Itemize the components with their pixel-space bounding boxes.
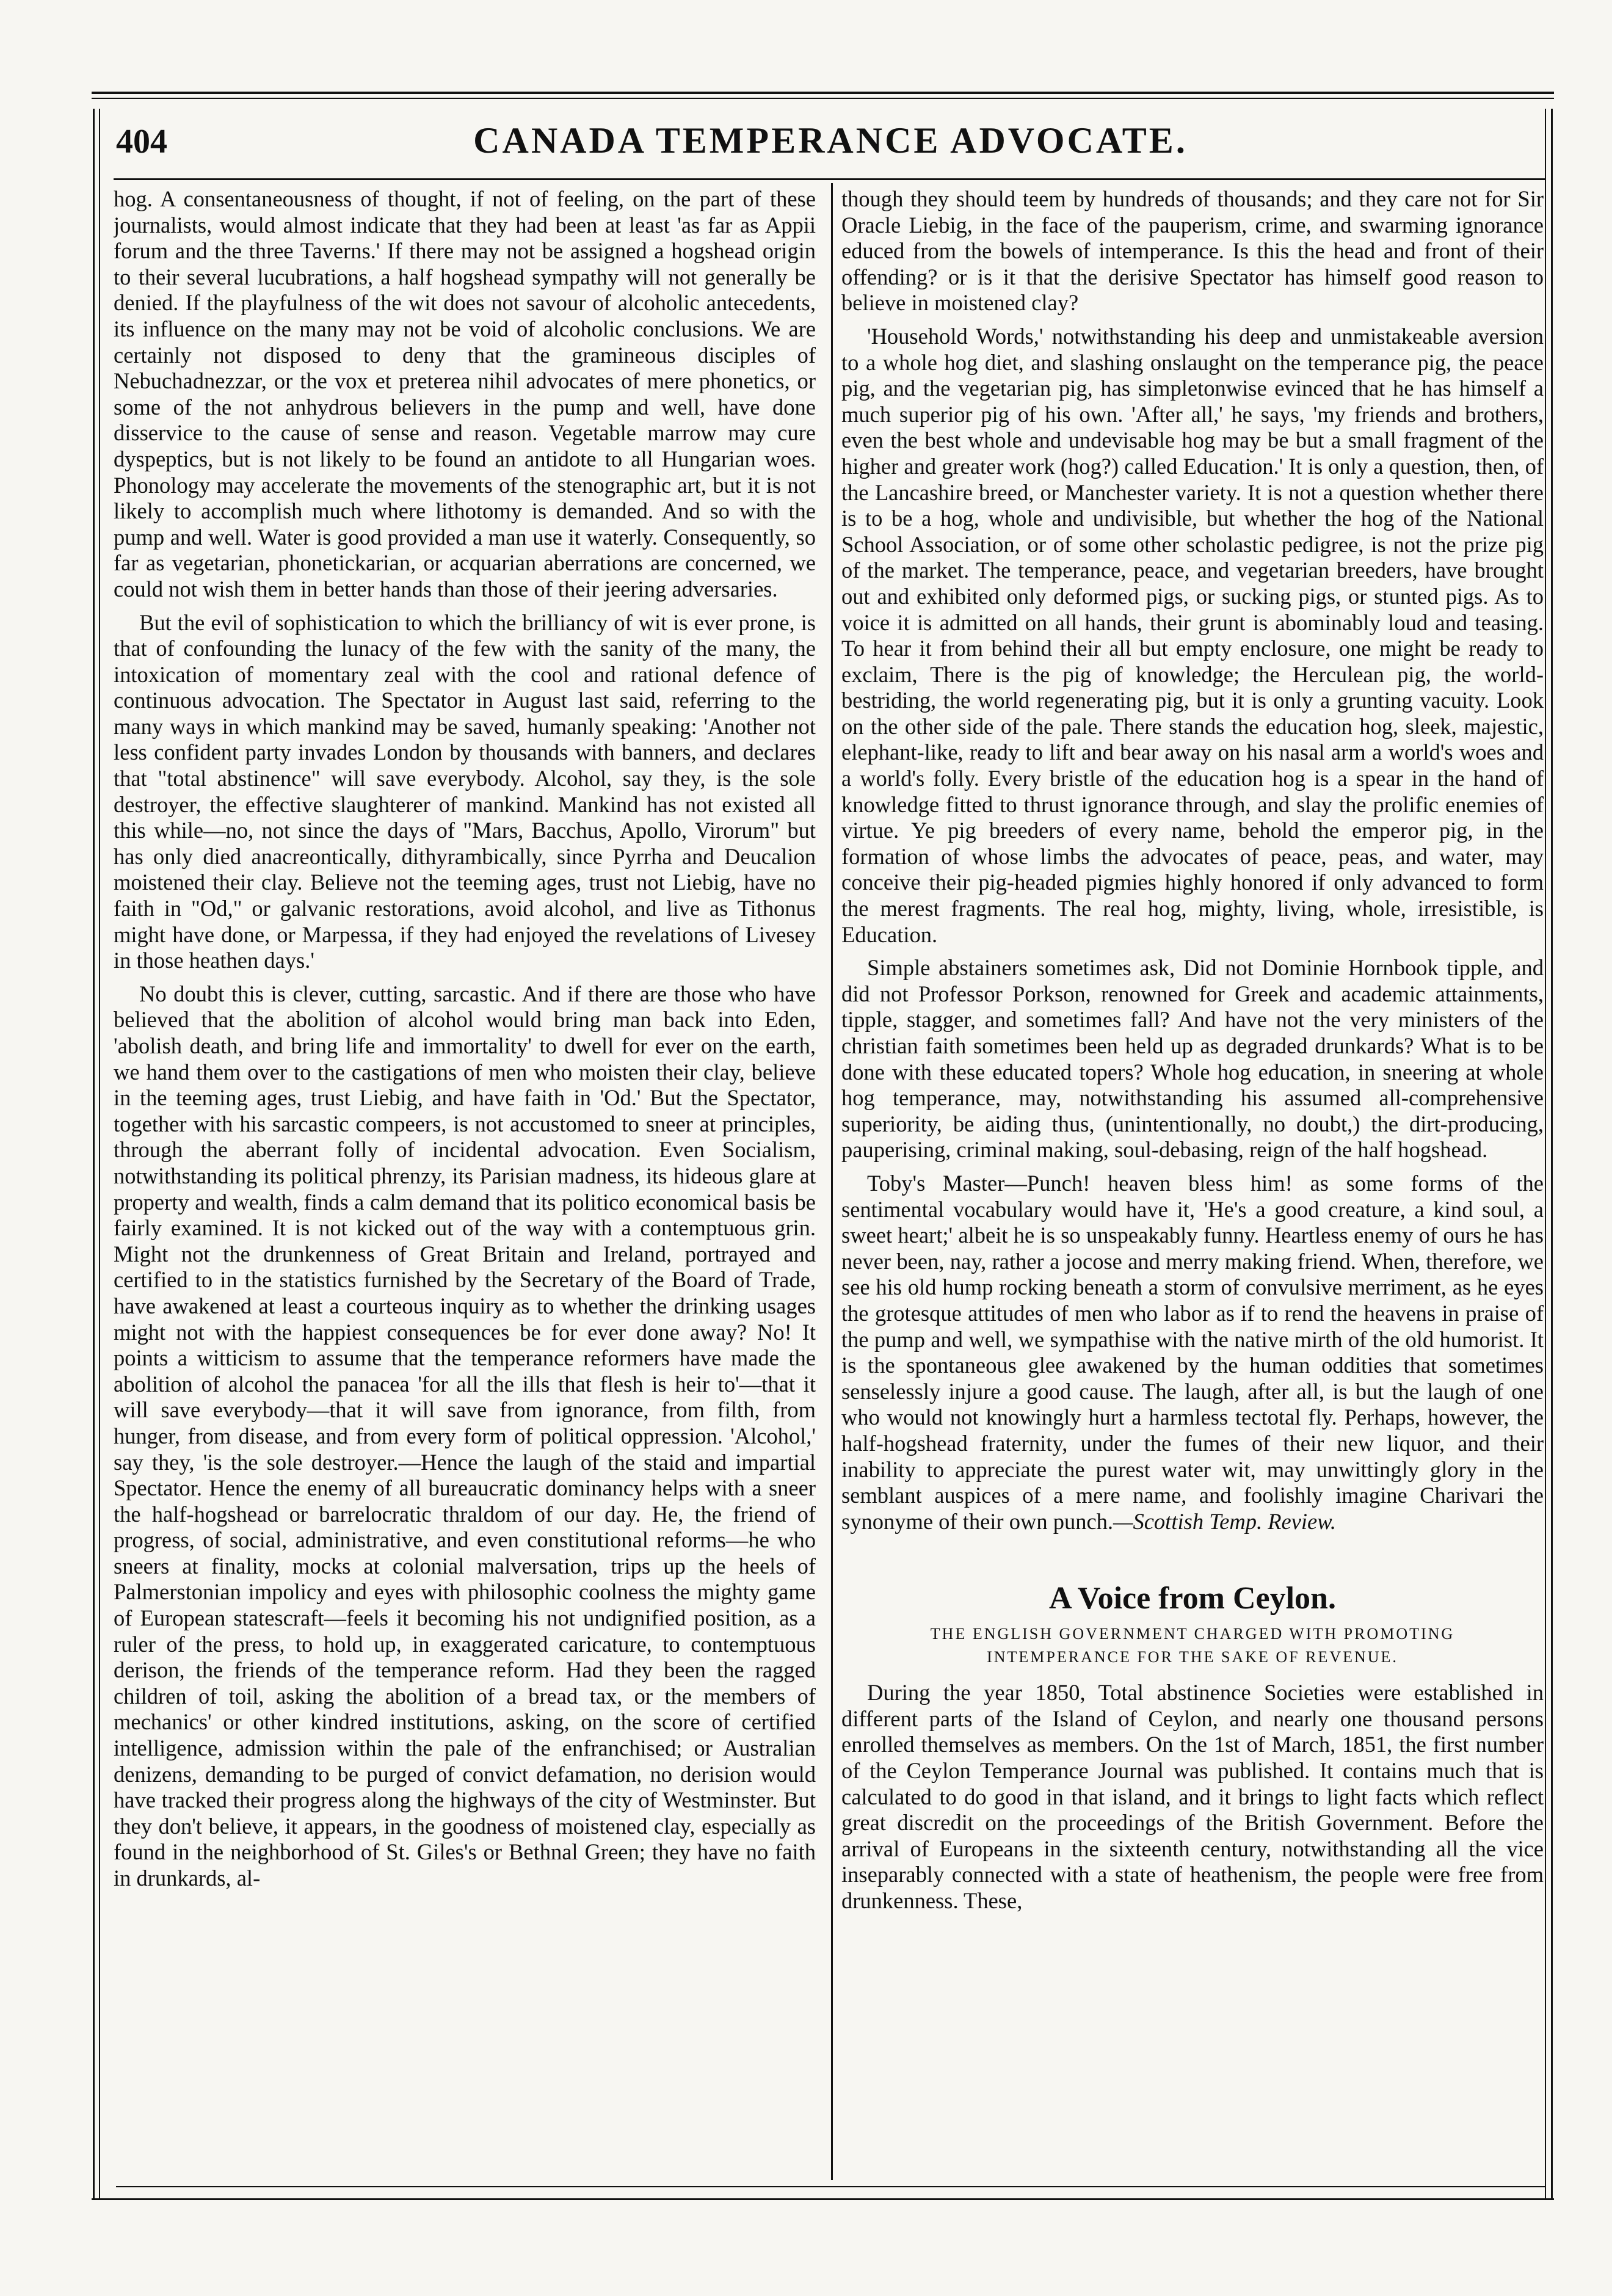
section-title: A Voice from Ceylon. [1049,1581,1336,1616]
punch-paragraph-text: Toby's Master—Punch! heaven bless him! as some forms of the sentimental vocabulary would have it, 'He's a good creature, a kind soul, a sweet heart;' albeit he is so unspeakably funny. Heartless enemy of ours he has never been, nay, rather a jocose and merry making friend. When, therefore, we see his old hump rocking beneath a storm of convulsive merriment, as he eyes the grotesque attitudes of men who labor as if to rend the heavens in praise of the pump and well, we sympathise with the native mirth of the old humorist. It is the spontaneous glee awakened by the human oddities that sometimes senselessly injure a good cause. The laugh, after all, is but the laugh of one who would not knowingly hurt a harmless tectotal fly. Perhaps, however, the half-hogshead fraternity, under the fumes of their new liquor, and their inability to appreciate the purest water wit, may unwittingly glory in the semblant auspices of a mere name, and foolishly imagine Charivari the synonyme of their own punch. [841,1170,1544,1534]
left-border-rule-inner [99,109,100,2200]
left-border-rule [93,109,95,2200]
page-number: 404 [116,123,167,161]
article-paragraph: But the evil of sophistication to which the brilliancy of wit is ever prone, is that of confounding the lunacy of the few with the sanity of the many, the intoxication of momentary zeal with the cool and rational defence of continuous advocation. The Spectator in August last said, referring to the many ways in which mankind may be saved, humanly speaking: 'Another not less confident party invades London by thousands with banners, and declares that "total abstinence" will save everybody. Alcohol, say they, is the sole destroyer, the effective slaughterer of mankind. Mankind has not existed all this while—no, not since the days of "Mars, Bacchus, Apollo, Virorum" but has only died anacreontically, dithyrambically, since Pyrrha and Deucalion moistened their clay. Believe not the teeming ages, trust not Liebig, have no faith in "Od," or galvanic restorations, avoid alcohol, and live as Tithonus might have done, or Marpessa, if they had enjoyed the revelations of Livesey in those heathen days.' [114,609,816,973]
right-column [841,186,1544,2189]
journal-title: CANADA TEMPERANCE ADVOCATE. [473,120,1188,161]
article-paragraph: 'Household Words,' notwithstanding his deep and unmistakeable aversion to a whole hog diet, and slashing onslaught on the temperance pig, the peace pig, and the vegetarian pig, has simpletonwise evinced that he has himself a much superior pig of his own. 'After all,' he says, 'my friends and brothers, even the best whole and undevisable hog may be but a small fragment of the higher and greater work (hog?) called Education.' It is only a question, then, of the Lancashire breed, or Manchester variety. It is not a question whether there is to be a hog, whole and undivisible, but whether the hog of the National School Association, or of some other scholastic pedigree, is not the prize pig of the market. The temperance, peace, and vegetarian breeders, have brought out and exhibited only deformed pigs, or sucking pigs, or stunted pigs. As to voice it is admitted on all hands, their grunt is abominably loud and teasing. To hear it from behind their all but empty enclosure, one might be ready to exclaim, There is the pig of knowledge; the Herculean pig, the world-bestriding, the world regenerating pig, but it is only a grunting vacuity. Look on the other side of the pale. There stands the education hog, sleek, majestic, elephant-like, ready to lift and bear away on his nasal arm a world's woes and a world's folly. Every bristle of the education hog is a spear in the hand of knowledge fitted to thrust ignorance through, and slay the prolific enemies of virtue. Ye pig breeders of every name, behold the emperor pig, in the formation of whose limbs the advocates of peace, peas, and water, may conceive their pig-headed pigmies highly honored if only advanced to form the merest fragments. The real hog, mighty, living, whole, irresistible, is Education. [841,323,1544,947]
bottom-border-rule [92,2198,1554,2200]
top-border-rule-inner [92,98,1554,99]
page-header [116,120,1545,172]
footer-rule [116,2186,1545,2187]
left-column [114,186,816,2189]
section-subtitle: THE ENGLISH GOVERNMENT CHARGED WITH PROMOTING INTEMPERANCE FOR THE SAKE OF REVENUE. [930,1625,1455,1666]
article-paragraph: Simple abstainers sometimes ask, Did not Dominie Hornbook tipple, and did not Professor Porkson, renowned for Greek and academic attainments, tipple, stagger, and sometimes fall? And have not the very ministers of the christian faith sometimes been held up as degraded drunkards? What is to be done with these educated topers? Whole hog education, in sneering at whole hog temperance, may, notwithstanding his assumed all-comprehensive superiority, be aiding thus, (unintentionally, no doubt,) the dirt-producing, pauperising, criminal making, soul-debasing, reign of the half hogshead. [841,955,1544,1163]
column-divider [831,183,833,2180]
source-signature: —Scottish Temp. Review. [1113,1508,1336,1534]
right-border-rule [1551,109,1553,2200]
article-paragraph: During the year 1850, Total abstinence Societies were established in different parts of the Island of Ceylon, and nearly one thousand persons enrolled themselves as members. On the 1st of March, 1851, the first number of the Ceylon Temperance Journal was published. It contains much that is calculated to do good in that island, and it brings to light facts which reflect great discredit on the proceedings of the British Government. Before the arrival of Europeans in the sixteenth century, notwithstanding all the vice inseparably connected with a state of heathenism, the people were free from drunkenness. These, [841,1680,1544,1914]
article-paragraph: No doubt this is clever, cutting, sarcastic. And if there are those who have believed that the abolition of alcohol would bring man back into Eden, 'abolish death, and bring life and immortality' to dwell for ever on the earth, we hand them over to the castigations of men who moisten their clay, believe in the teeming ages, trust Liebig, and have faith in 'Od.' But the Spectator, together with his sarcastic compeers, is not accustomed to sneer at principles, through the aberrant folly of incidental advocation. Even Socialism, notwithstanding its political phrenzy, its Parisian madness, its hideous glare at property and wealth, finds a calm demand that its politico economical basis be fairly examined. It is not kicked out of the way with a contemptuous grin. Might not the drunkenness of Great Britain and Ireland, portrayed and certified to in the statistics furnished by the Secretary of the Board of Trade, have awakened at least a courteous inquiry as to whether the drinking usages might not with the happiest consequences be for ever done away? No! It points a witticism to assume that the temperance reformers have made the abolition of alcohol the panacea 'for all the ills that flesh is heir to'—that it will save everybody—that it will save from ignorance, from filth, from hunger, from disease, and from every form of political oppression. 'Alcohol,' say they, 'is the sole destroyer.—Hence the laugh of the staid and impartial Spectator. Hence the enemy of all bureaucratic dominancy helps with a sneer the half-hogshead or barrelocratic thraldom of our day. He, the friend of progress, of social, administrative, and even constitutional reforms—he who sneers at finality, mocks at colonial malversation, trips up the heels of Palmerstonian impolicy and eyes with philosophic coolness the mighty game of European statescraft—feels it becoming his not undignified position, as a ruler of the press, to hold up, in exaggerated caricature, to contemptuous derison, the friends of the temperance reform. Had they been the ragged children of toil, asking the abolition of a bread tax, or the members of mechanics' or other kindred institutions, asking, on the score of certified intelligence, admission within the pale of the enfranchised; or Australian denizens, demanding to be purged of convict defamation, no derision would have tracked their progress along the highways of the city of Westminster. But they don't believe, it appears, in the goodness of moistened clay, especially as found in the neighborhood of St. Giles's or Bethnal Green; they have no faith in drunkards, al- [114,981,816,1891]
header-rule [114,178,1545,180]
top-border-rule [92,92,1554,94]
right-border-rule-inner [1545,109,1546,2200]
article-paragraph: though they should teem by hundreds of thousands; and they care not for Sir Oracle Liebig, in the face of the pauperism, crime, and swarming ignorance educed from the bowels of intemperance. Is this the head and front of their offending? or is it that the derisive Spectator has himself good reason to believe in moistened clay? [841,186,1544,316]
article-paragraph [841,1171,1544,1535]
article-paragraph: hog. A consentaneousness of thought, if not of feeling, on the part of these journalists, would almost indicate that they had been at least 'as far as Appii forum and the three Taverns.' If there may not be assigned a hogshead origin to their several lucubrations, a half hogshead sympathy will not generally be denied. If the playfulness of the wit does not savour of alcoholic antecedents, its influence on the many may not be void of alcoholic conclusions. We are certainly not disposed to deny that the gramineous disciples of Nebuchadnezzar, or the vox et preterea nihil advocates of mere phonetics, or some of the not anhydrous believers in the pump and well, have done disservice to the cause of sense and reason. Vegetable marrow may cure dyspeptics, but is not likely to be found an antidote to all Hungarian woes. Phonology may accelerate the movements of the stenographic art, but it is not likely to accomplish much where lithotomy is demanded. And so with the pump and well. Water is good provided a man use it waterly. Consequently, so far as vegetarian, phonetickarian, or acquarian aberrations are concerned, we could not wish them in better hands than those of their jeering adversaries. [114,186,816,601]
